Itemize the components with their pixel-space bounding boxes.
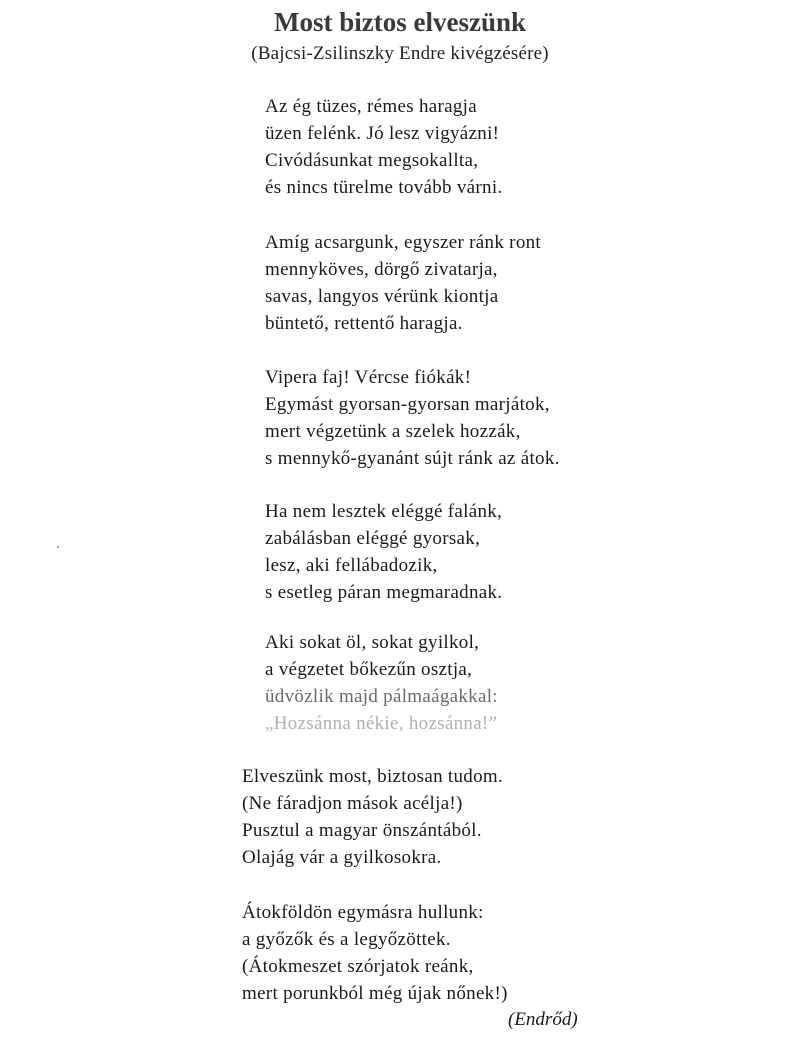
verse-line: büntető, rettentő haragja. [265,313,463,334]
verse-line: Aki sokat öl, sokat gyilkol, [265,632,480,653]
verse-line: mennyköves, dörgő zivatarja, [265,259,498,280]
verse-line: és nincs türelme tovább várni. [265,177,503,198]
verse-line: Egymást gyorsan-gyorsan marjátok, [265,394,550,415]
verse-line: Ha nem lesztek eléggé falánk, [265,501,503,522]
verse-line: mert végzetünk a szelek hozzák, [265,421,521,442]
verse-line: a győzők és a legyőzöttek. [242,929,451,950]
verse-line: Olajág vár a gyilkosokra. [242,847,442,868]
poem-signature: (Endrőd) [508,1009,578,1030]
verse-line: Átokföldön egymásra hullunk: [242,902,484,923]
stanza-7 [242,899,508,1007]
poem-subtitle: (Bajcsi-Zsilinszky Endre kivégzésére) [251,43,549,64]
verse-line: Amíg acsargunk, egyszer ránk ront [265,232,541,253]
poem-title: Most biztos elveszünk [274,7,526,37]
verse-line: s esetleg páran megmaradnak. [265,582,503,603]
stanza-5 [265,629,498,737]
stanza-2 [265,229,541,337]
verse-line: (Átokmeszet szórjatok reánk, [242,956,474,977]
verse-line: s mennykő-gyanánt sújt ránk az átok. [265,448,560,469]
verse-line: üdvözlik majd pálmaágakkal: [265,686,498,707]
verse-line: „Hozsánna nékie, hozsánna!” [265,713,498,734]
verse-line: savas, langyos vérünk kiontja [265,286,499,307]
verse-line: Az ég tüzes, rémes haragja [265,96,477,117]
verse-line: Vipera faj! Vércse fiókák! [265,367,472,388]
verse-line: mert porunkból még újak nőnek!) [242,983,508,1004]
verse-line: zabálásban eléggé gyorsak, [265,528,481,549]
verse-line: Elveszünk most, biztosan tudom. [242,766,504,787]
stanza-1 [265,93,502,201]
verse-line: Civódásunkat megsokallta, [265,150,479,171]
verse-line: lesz, aki fellábadozik, [265,555,438,576]
stanza-3 [265,364,560,472]
scan-speck [57,546,59,548]
verse-line: üzen felénk. Jó lesz vigyázni! [265,123,500,144]
verse-line: Pusztul a magyar önszántából. [242,820,482,841]
verse-line: (Ne fáradjon mások acélja!) [242,793,463,814]
stanza-4 [265,498,502,606]
verse-line: a végzetet bőkezűn osztja, [265,659,473,680]
stanza-6 [242,763,503,871]
